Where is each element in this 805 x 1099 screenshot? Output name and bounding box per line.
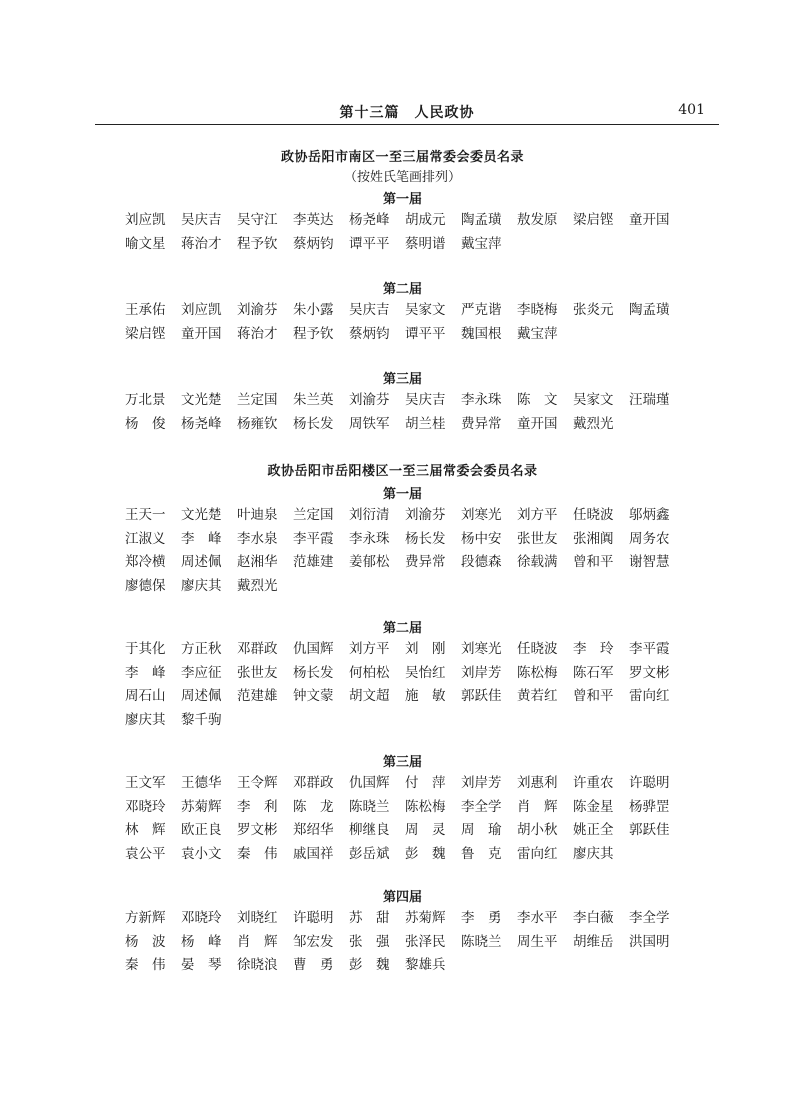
member-name: 许聪明 bbox=[293, 910, 334, 926]
member-name: 蒋治才 bbox=[181, 235, 222, 252]
member-name: 张世友 bbox=[517, 530, 558, 547]
member-name: 胡维岳 bbox=[573, 933, 614, 950]
member-name: 任晓波 bbox=[517, 641, 558, 657]
member-name: 吴庆吉 bbox=[349, 302, 390, 318]
member-name: 刘寒光 bbox=[461, 641, 502, 657]
member-name: 张泽民 bbox=[405, 933, 446, 950]
member-name: 仇国辉 bbox=[293, 641, 334, 657]
member-name: 邓晓玲 bbox=[181, 910, 222, 926]
member-name: 刘岸芳 bbox=[461, 775, 502, 791]
member-name: 邬炳鑫 bbox=[629, 507, 670, 523]
yueyanglou-term-4-title: 第四届 bbox=[382, 890, 422, 905]
member-name: 刘寒光 bbox=[461, 507, 502, 523]
member-name: 谭平平 bbox=[405, 325, 446, 342]
member-name: 陈晓兰 bbox=[349, 798, 390, 815]
member-name: 严克谐 bbox=[461, 302, 502, 318]
member-name: 李英达 bbox=[293, 212, 334, 228]
member-name: 蒋治才 bbox=[237, 325, 278, 342]
member-name: 方新辉 bbox=[125, 910, 166, 926]
member-name: 戴宝萍 bbox=[517, 325, 558, 342]
member-name: 张炎元 bbox=[573, 302, 614, 318]
member-name: 陈松梅 bbox=[517, 664, 558, 681]
member-name: 廖庆其 bbox=[181, 577, 222, 594]
member-name: 刘应凯 bbox=[181, 302, 222, 318]
member-name: 杨尧峰 bbox=[349, 212, 390, 228]
member-name: 吴守江 bbox=[237, 212, 278, 228]
member-name: 王文军 bbox=[125, 775, 166, 791]
member-name: 赵湘华 bbox=[237, 554, 278, 570]
member-name: 周述佩 bbox=[181, 554, 222, 570]
member-name: 张世友 bbox=[237, 664, 278, 681]
member-name: 陈石军 bbox=[573, 664, 614, 681]
nanqu-term-2-title: 第二届 bbox=[382, 282, 422, 297]
member-name: 敖发原 bbox=[517, 212, 558, 228]
member-name: 江淑义 bbox=[125, 530, 166, 547]
member-name: 李平霞 bbox=[629, 641, 670, 657]
member-name: 胡兰桂 bbox=[405, 415, 446, 432]
member-name: 胡小秋 bbox=[517, 822, 558, 838]
member-name: 周 瑜 bbox=[461, 822, 502, 838]
member-name: 林 辉 bbox=[125, 822, 166, 838]
member-name: 王德华 bbox=[181, 775, 222, 791]
member-name: 周石山 bbox=[125, 688, 166, 704]
member-name: 郭跃佳 bbox=[629, 822, 670, 838]
member-name: 曾和平 bbox=[573, 688, 614, 704]
member-name: 叶迪泉 bbox=[237, 507, 278, 523]
member-name: 李白薇 bbox=[573, 910, 614, 926]
member-name: 王天一 bbox=[125, 507, 166, 523]
member-name: 吴家文 bbox=[405, 302, 446, 318]
page-header bbox=[95, 100, 719, 125]
member-name: 李应征 bbox=[181, 664, 222, 681]
member-name: 秦 伟 bbox=[237, 845, 278, 862]
member-name: 何柏松 bbox=[349, 664, 390, 681]
member-name: 苏菊辉 bbox=[405, 910, 446, 926]
member-name: 费异常 bbox=[461, 415, 502, 432]
member-name: 李全学 bbox=[629, 910, 670, 926]
member-name: 杨尧峰 bbox=[181, 415, 222, 432]
member-name: 杨中安 bbox=[461, 530, 502, 547]
member-name: 施 敏 bbox=[405, 688, 446, 704]
member-name: 童开国 bbox=[181, 325, 222, 342]
member-name: 蔡炳钧 bbox=[349, 325, 390, 342]
member-name: 周 灵 bbox=[405, 822, 446, 838]
member-name: 柳继良 bbox=[349, 822, 390, 838]
member-name: 李 玲 bbox=[573, 641, 614, 657]
member-name: 童开国 bbox=[517, 415, 558, 432]
member-name: 朱小露 bbox=[293, 302, 334, 318]
member-name: 王承佑 bbox=[125, 302, 166, 318]
page-number: 401 bbox=[678, 102, 705, 118]
nanqu-term-1-names bbox=[125, 208, 685, 255]
member-name: 李永珠 bbox=[461, 392, 502, 408]
yueyanglou-term-1-title: 第一届 bbox=[382, 487, 422, 502]
chapter-title: 第十三篇 人民政协 bbox=[339, 105, 475, 121]
nanqu-subtitle: （按姓氏笔画排列） bbox=[343, 170, 461, 185]
member-name: 肖 辉 bbox=[517, 798, 558, 815]
member-name: 徐晓浪 bbox=[237, 957, 278, 973]
member-name: 梁启铿 bbox=[573, 212, 614, 228]
member-name: 兰定国 bbox=[293, 507, 334, 523]
member-name: 陈 文 bbox=[517, 392, 558, 408]
member-name: 童开国 bbox=[629, 212, 670, 228]
member-name: 万北景 bbox=[125, 392, 166, 408]
member-name: 程予钦 bbox=[237, 235, 278, 252]
member-name: 雷向红 bbox=[517, 845, 558, 862]
member-name: 姚正全 bbox=[573, 822, 614, 838]
yueyanglou-term-2-title: 第二届 bbox=[382, 621, 422, 636]
member-name: 张 强 bbox=[349, 933, 390, 950]
member-name: 程予钦 bbox=[293, 325, 334, 342]
member-name: 蔡明谱 bbox=[405, 235, 446, 252]
member-name: 秦 伟 bbox=[125, 957, 166, 973]
member-name: 戴宝萍 bbox=[461, 235, 502, 252]
member-name: 李 峰 bbox=[125, 664, 166, 681]
member-name: 罗文彬 bbox=[629, 664, 670, 681]
member-name: 陈 龙 bbox=[293, 798, 334, 815]
member-name: 吴庆吉 bbox=[181, 212, 222, 228]
member-name: 肖 辉 bbox=[237, 933, 278, 950]
member-name: 刘惠利 bbox=[517, 775, 558, 791]
nanqu-term-3-title: 第三届 bbox=[382, 372, 422, 387]
member-name: 段德森 bbox=[461, 554, 502, 570]
member-name: 邓晓玲 bbox=[125, 798, 166, 815]
member-name: 彭 魏 bbox=[349, 957, 390, 973]
member-name: 杨长发 bbox=[293, 415, 334, 432]
yueyanglou-term-2-names bbox=[125, 637, 685, 731]
member-name: 许聪明 bbox=[629, 775, 670, 791]
member-name: 郑冷横 bbox=[125, 554, 166, 570]
member-name: 苏菊辉 bbox=[181, 798, 222, 815]
yueyanglou-section-title: 政协岳阳市岳阳楼区一至三届常委会委员名录 bbox=[267, 464, 538, 479]
member-name: 陈金星 bbox=[573, 798, 614, 815]
member-name: 刘方平 bbox=[517, 507, 558, 523]
nanqu-section-title: 政协岳阳市南区一至三届常委会委员名录 bbox=[280, 150, 524, 165]
member-name: 杨长发 bbox=[405, 530, 446, 547]
yueyanglou-term-4-names bbox=[125, 906, 685, 977]
member-name: 廖庆其 bbox=[125, 711, 166, 728]
member-name: 廖庆其 bbox=[573, 845, 614, 862]
member-name: 姜郁松 bbox=[349, 554, 390, 570]
member-name: 邓群政 bbox=[237, 641, 278, 657]
member-name: 杨 波 bbox=[125, 933, 166, 950]
yueyanglou-term-1-names bbox=[125, 503, 685, 597]
member-name: 欧正良 bbox=[181, 822, 222, 838]
member-name: 曹 勇 bbox=[293, 957, 334, 973]
member-name: 彭岳斌 bbox=[349, 845, 390, 862]
member-name: 范雄建 bbox=[293, 554, 334, 570]
member-name: 戴烈光 bbox=[573, 415, 614, 432]
member-name: 刘岸芳 bbox=[461, 664, 502, 681]
member-name: 吴庆吉 bbox=[405, 392, 446, 408]
yueyanglou-term-3-names bbox=[125, 771, 685, 865]
member-name: 朱兰英 bbox=[293, 392, 334, 408]
member-name: 刘 刚 bbox=[405, 641, 446, 657]
member-name: 李水泉 bbox=[237, 530, 278, 547]
member-name: 邓群政 bbox=[293, 775, 334, 791]
member-name: 钟文蒙 bbox=[293, 688, 334, 704]
nanqu-term-2-names bbox=[125, 298, 685, 345]
member-name: 文光楚 bbox=[181, 392, 222, 408]
member-name: 雷向红 bbox=[629, 688, 670, 704]
member-name: 袁小文 bbox=[181, 845, 222, 862]
member-name: 曾和平 bbox=[573, 554, 614, 570]
member-name: 李 利 bbox=[237, 798, 278, 815]
member-name: 蔡炳钧 bbox=[293, 235, 334, 252]
member-name: 刘渝芬 bbox=[349, 392, 390, 408]
member-name: 谭平平 bbox=[349, 235, 390, 252]
member-name: 黎雄兵 bbox=[405, 957, 446, 973]
member-name: 胡成元 bbox=[405, 212, 446, 228]
member-name: 胡文超 bbox=[349, 688, 390, 704]
member-name: 杨 俊 bbox=[125, 415, 166, 432]
member-name: 洪国明 bbox=[629, 933, 670, 950]
member-name: 吴怡红 bbox=[405, 664, 446, 681]
member-name: 于其化 bbox=[125, 641, 166, 657]
member-name: 汪瑞瑾 bbox=[629, 392, 670, 408]
member-name: 陈晓兰 bbox=[461, 933, 502, 950]
member-name: 邹宏发 bbox=[293, 933, 334, 950]
member-name: 李晓梅 bbox=[517, 302, 558, 318]
member-name: 范建雄 bbox=[237, 688, 278, 704]
member-name: 周生平 bbox=[517, 933, 558, 950]
member-name: 陶孟璜 bbox=[629, 302, 670, 318]
nanqu-term-3-names bbox=[125, 388, 685, 435]
member-name: 仇国辉 bbox=[349, 775, 390, 791]
member-name: 梁启铿 bbox=[125, 325, 166, 342]
member-name: 黎千驹 bbox=[181, 711, 222, 728]
member-name: 陶孟璜 bbox=[461, 212, 502, 228]
member-name: 黄若红 bbox=[517, 688, 558, 704]
member-name: 戚国祥 bbox=[293, 845, 334, 862]
member-name: 鲁 克 bbox=[461, 845, 502, 862]
member-name: 李永珠 bbox=[349, 530, 390, 547]
member-name: 杨长发 bbox=[293, 664, 334, 681]
member-name: 方正秋 bbox=[181, 641, 222, 657]
member-name: 苏 甜 bbox=[349, 910, 390, 926]
member-name: 张湘阗 bbox=[573, 530, 614, 547]
member-name: 刘衍清 bbox=[349, 507, 390, 523]
yueyanglou-term-3-title: 第三届 bbox=[382, 755, 422, 770]
member-name: 袁公平 bbox=[125, 845, 166, 862]
member-name: 杨 峰 bbox=[181, 933, 222, 950]
member-name: 廖德保 bbox=[125, 577, 166, 594]
member-name: 彭 魏 bbox=[405, 845, 446, 862]
member-name: 吴家文 bbox=[573, 392, 614, 408]
member-name: 刘渝芬 bbox=[237, 302, 278, 318]
member-name: 周述佩 bbox=[181, 688, 222, 704]
member-name: 刘应凯 bbox=[125, 212, 166, 228]
member-name: 费异常 bbox=[405, 554, 446, 570]
member-name: 魏国根 bbox=[461, 325, 502, 342]
member-name: 喻文星 bbox=[125, 235, 166, 252]
member-name: 谢智慧 bbox=[629, 554, 670, 570]
member-name: 徐载满 bbox=[517, 554, 558, 570]
member-name: 李 勇 bbox=[461, 910, 502, 926]
nanqu-term-1-title: 第一届 bbox=[382, 192, 422, 207]
member-name: 文光楚 bbox=[181, 507, 222, 523]
member-name: 郭跃佳 bbox=[461, 688, 502, 704]
member-name: 刘方平 bbox=[349, 641, 390, 657]
member-name: 李平霞 bbox=[293, 530, 334, 547]
member-name: 晏 琴 bbox=[181, 957, 222, 973]
member-name: 陈松梅 bbox=[405, 798, 446, 815]
member-name: 周铁军 bbox=[349, 415, 390, 432]
member-name: 罗文彬 bbox=[237, 822, 278, 838]
member-name: 刘晓红 bbox=[237, 910, 278, 926]
member-name: 许重农 bbox=[573, 775, 614, 791]
member-name: 李 峰 bbox=[181, 530, 222, 547]
member-name: 李水平 bbox=[517, 910, 558, 926]
member-name: 戴烈光 bbox=[237, 577, 278, 594]
member-name: 付 萍 bbox=[405, 775, 446, 791]
member-name: 杨骅罡 bbox=[629, 798, 670, 815]
member-name: 郑绍华 bbox=[293, 822, 334, 838]
member-name: 刘渝芬 bbox=[405, 507, 446, 523]
member-name: 杨雍钦 bbox=[237, 415, 278, 432]
member-name: 周务农 bbox=[629, 530, 670, 547]
member-name: 兰定国 bbox=[237, 392, 278, 408]
member-name: 李全学 bbox=[461, 798, 502, 815]
member-name: 任晓波 bbox=[573, 507, 614, 523]
member-name: 王令辉 bbox=[237, 775, 278, 791]
